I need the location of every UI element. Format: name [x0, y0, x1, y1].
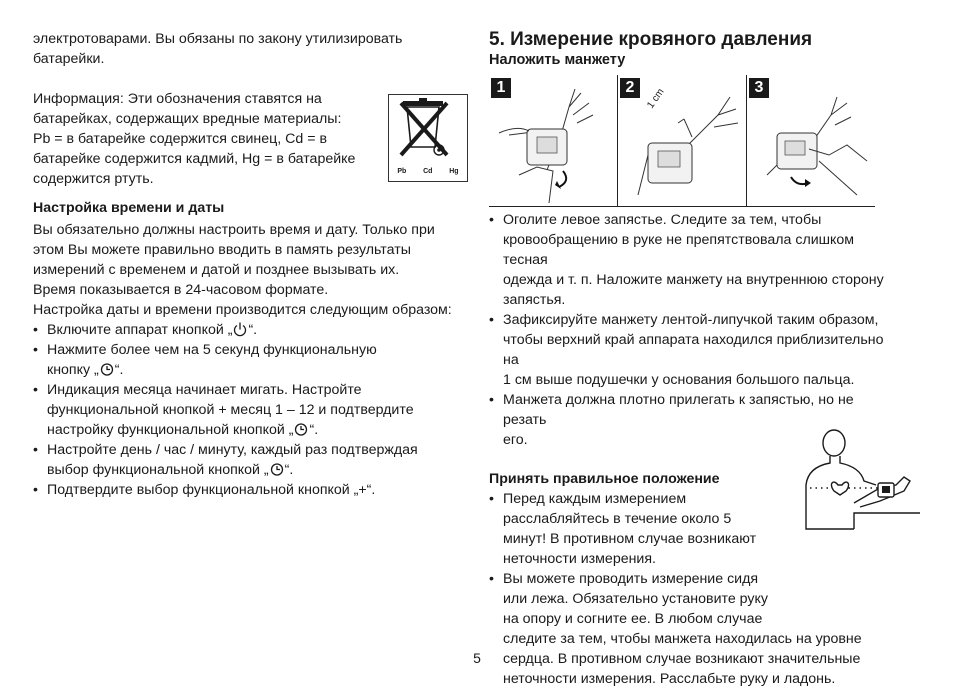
right-column — [489, 29, 889, 69]
battery-labels — [389, 168, 467, 176]
cuff-bullets — [489, 210, 889, 450]
intro-line-1: электротоварами. Вы обязаны по закону утилизировать — [33, 31, 403, 47]
list-item: • Включите аппарат кнопкой „ “. — [33, 320, 473, 340]
list-item: • Подтвердите выбор функциональной кнопкой „+“. — [33, 480, 473, 500]
intro-line-2: батарейки. — [33, 51, 105, 67]
time-para-line: Вы обязательно должны настроить время и дату. Только при — [33, 222, 435, 238]
time-steps-list — [33, 320, 473, 500]
figure-2-label: 1 cm — [645, 86, 667, 111]
info-line: батарейке содержится кадмий, Hg = в батарейке — [33, 151, 356, 167]
list-item: • Оголите левое запястье. Следите за тем, чтобы кровообращению в руке не препятствовала слишком тесная одежда и т. п. Наложите манжету на внутреннюю сторону запястья. — [489, 210, 889, 310]
figure-number: 1 — [491, 78, 511, 98]
power-icon — [232, 321, 248, 337]
figure-number: 3 — [749, 78, 769, 98]
list-item: • Манжета должна плотно прилегать к запястью, но не резать его. — [489, 390, 889, 450]
figure-3 — [747, 75, 875, 206]
info-line: батарейках, содержащих вредные материалы: — [33, 111, 342, 127]
position-heading: Принять правильное положение — [489, 471, 720, 487]
figure-1 — [489, 75, 617, 206]
clock-icon — [99, 361, 115, 377]
info-line: Информация: Эти обозначения ставятся на — [33, 91, 322, 107]
list-item: • Индикация месяца начинает мигать. Настройте функциональной кнопкой + месяц 1 – 12 и подтвердите настройку функциональной кнопкой „ “. — [33, 380, 473, 440]
crossed-bin-icon — [389, 95, 467, 167]
info-line: содержится ртуть. — [33, 171, 154, 187]
page-title: 5. Измерение кровяного давления — [489, 29, 813, 50]
page-number: 5 — [473, 650, 481, 666]
info-line: Pb = в батарейке содержится свинец, Cd = в — [33, 131, 328, 147]
time-para-line: Время показывается в 24-часовом формате. — [33, 282, 329, 298]
clock-icon — [269, 461, 285, 477]
time-para-line: Настройка даты и времени производится следующим образом: — [33, 302, 452, 318]
list-item: • Настройте день / час / минуту, каждый раз подтверждая выбор функциональной кнопкой „ “. — [33, 440, 473, 480]
cuff-figures — [489, 75, 875, 207]
list-item: • Зафиксируйте манжету лентой-липучкой таким образом, чтобы верхний край аппарата находился приблизительно на 1 см выше подушечки у основания большого пальца. — [489, 310, 889, 390]
battery-disposal-symbol — [388, 94, 468, 182]
section-subtitle: Наложить манжету — [489, 52, 626, 68]
label-hg: Hg — [449, 168, 459, 175]
label-pb: Pb — [397, 168, 407, 175]
battery-info — [33, 89, 383, 189]
time-heading: Настройка времени и даты — [33, 200, 225, 216]
list-item: • Вы можете проводить измерение сидя или лежа. Обязательно установите руку на опору и согните ее. В любом случае следите за тем, чтобы манжета находилась на уровне сердца. В противном случае возникают значительные неточности измерения. Расслабьте руку и ладонь. — [489, 569, 889, 689]
label-cd: Cd — [423, 168, 433, 175]
posture-illustration — [800, 425, 926, 533]
time-para-line: этом Вы можете правильно вводить в память результаты — [33, 242, 411, 258]
time-para-line: измерений с временем и датой и позднее вызывать их. — [33, 262, 400, 278]
list-item: • Нажмите более чем на 5 секунд функциональную кнопку „ “. — [33, 340, 473, 380]
list-item: • Перед каждым измерением расслабляйтесь в течение около 5 минут! В противном случае возникают неточности измерения. — [489, 489, 889, 569]
clock-icon — [293, 421, 309, 437]
figure-2 — [618, 75, 746, 206]
figure-number: 2 — [620, 78, 640, 98]
